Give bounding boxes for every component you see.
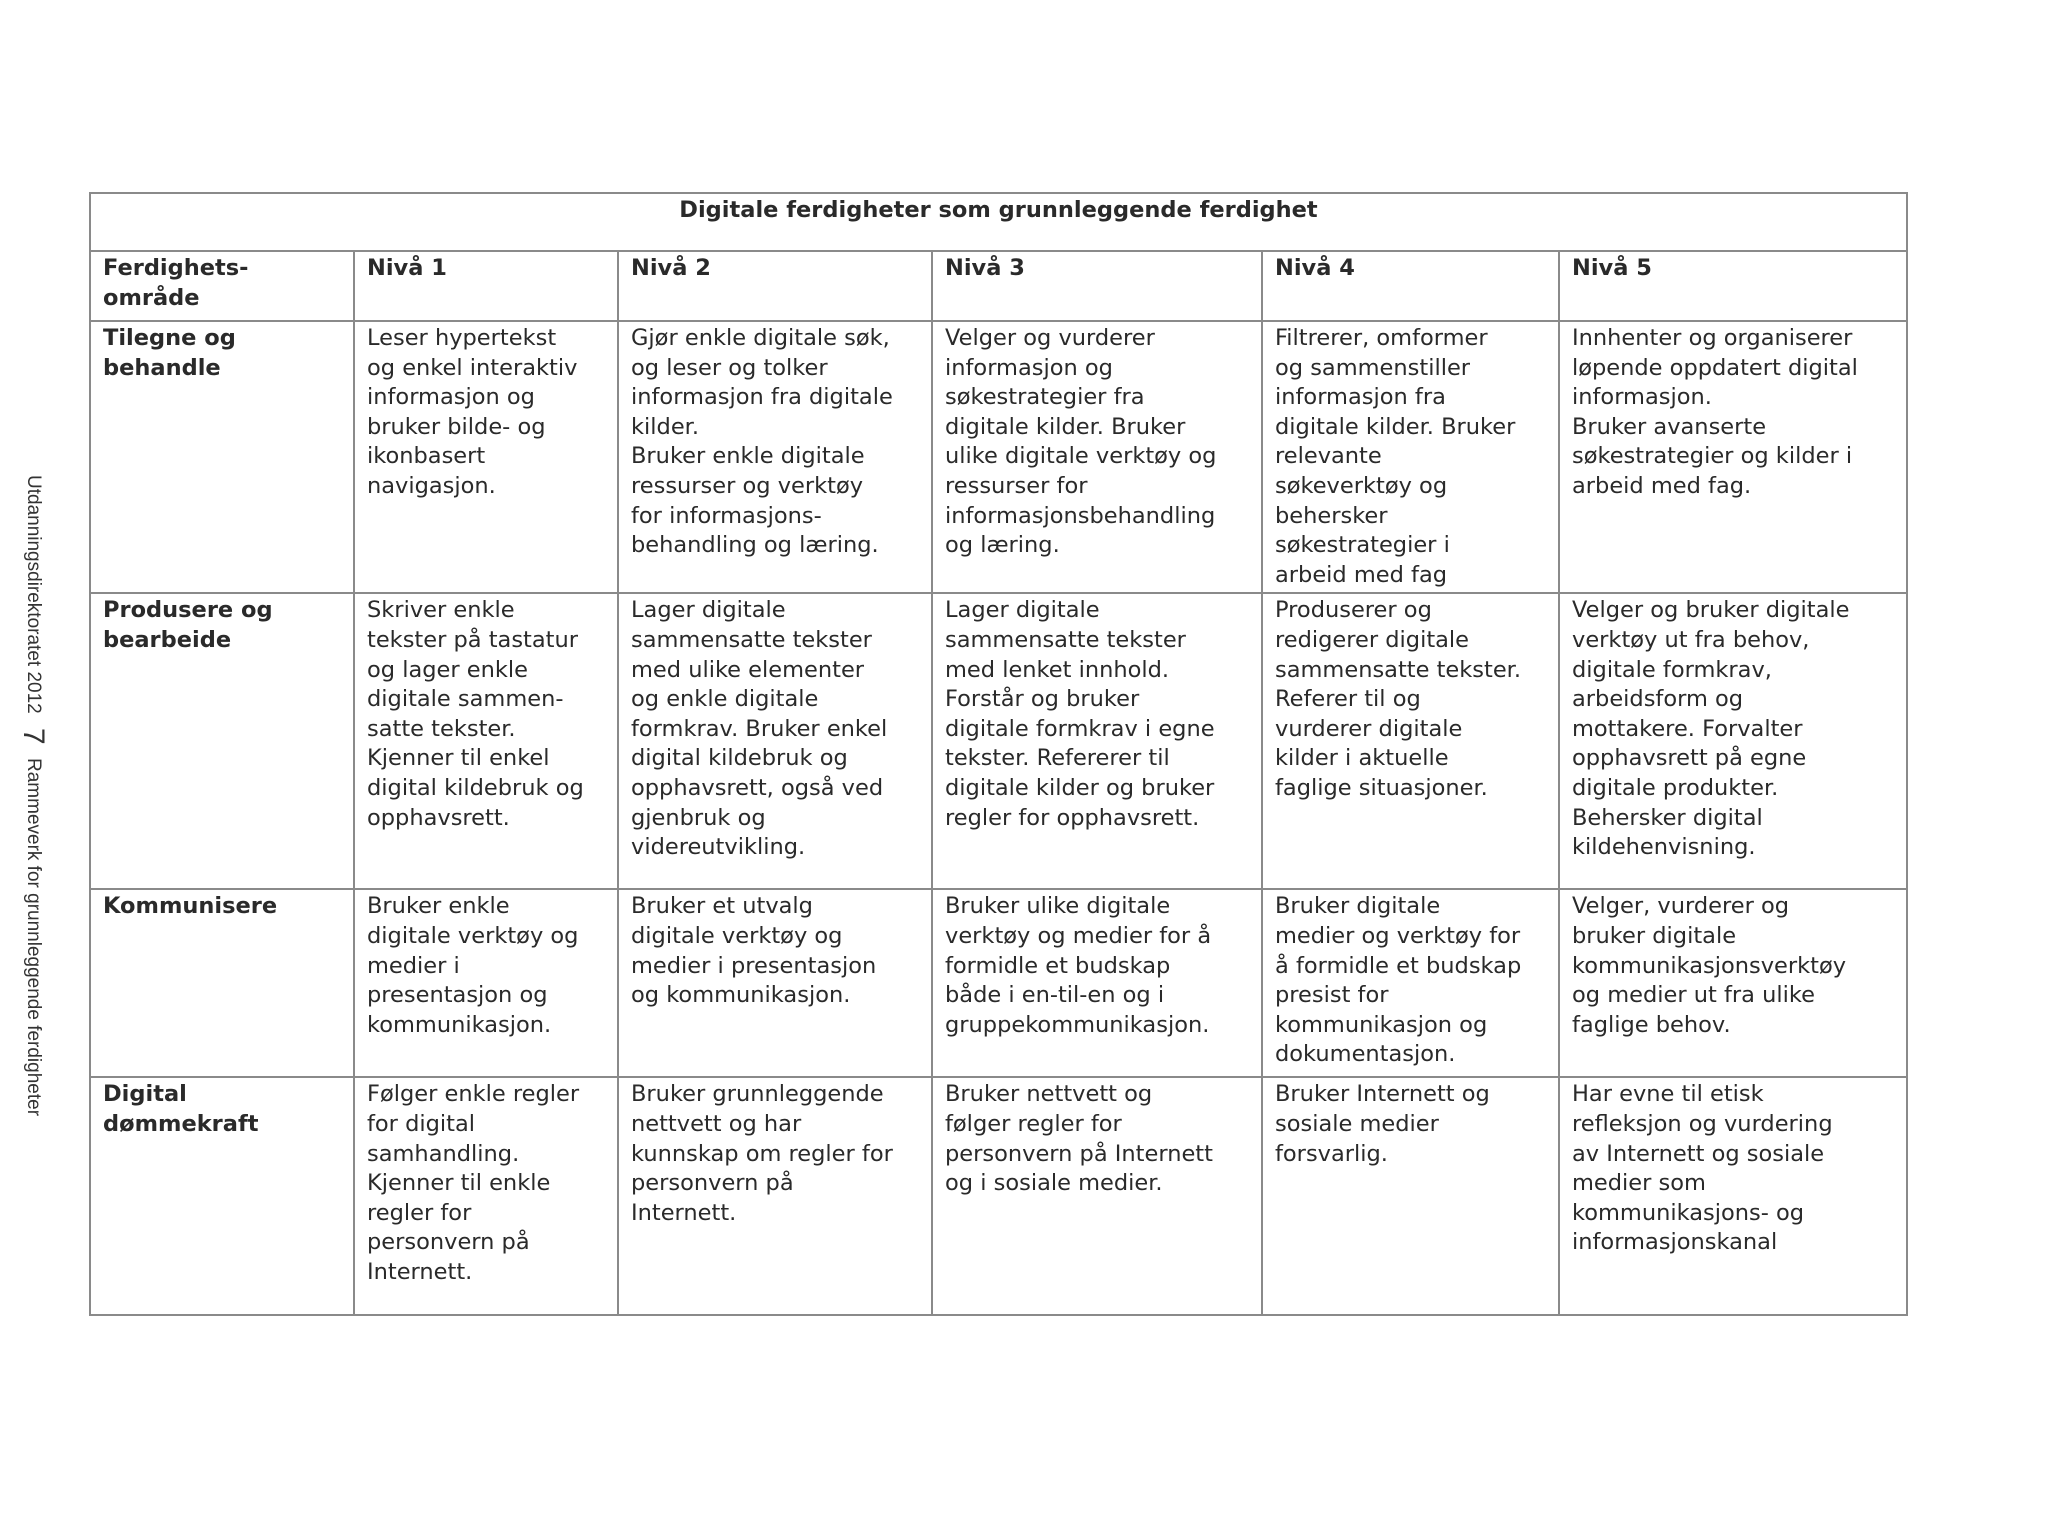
table-cell: Filtrerer, omformer og sammenstiller informasjon fra digitale kilder. Bruker relevante søkeverktøy og behersker søkestrategier i arbeid med fag [1262,321,1559,593]
publisher-label: Utdanningsdirektoratet 2012 [23,475,44,714]
table-cell: Lager digitale sammensatte tekster med lenket innhold. Forstår og bruker digitale formkrav i egne tekster. Refererer til digitale kilder og bruker regler for opphavsrett. [932,593,1262,889]
document-title: Rammeverk for grunnleggende ferdigheter [23,758,44,1117]
table-row [90,593,1907,889]
table-cell: Bruker enkle digitale verktøy og medier i presentasjon og kommunikasjon. [354,889,618,1077]
table-row [90,321,1907,593]
table-cell: Skriver enkle tekster på tastatur og lager enkle digitale sammen- satte tekster. Kjenner til enkel digital kildebruk og opphavsrett. [354,593,618,889]
table-title: Digitale ferdigheter som grunnleggende ferdighet [90,193,1907,251]
column-header: Nivå 1 [354,251,618,321]
table-cell: Velger, vurderer og bruker digitale kommunikasjonsverktøy og medier ut fra ulike faglige behov. [1559,889,1907,1077]
table-cell: Leser hypertekst og enkel interaktiv informasjon og bruker bilde- og ikonbasert navigasjon. [354,321,618,593]
row-header: Kommunisere [90,889,354,1077]
table-cell: Bruker nettvett og følger regler for personvern på Internett og i sosiale medier. [932,1077,1262,1315]
table-cell: Innhenter og organiserer løpende oppdatert digital informasjon. Bruker avanserte søkestrategier og kilder i arbeid med fag. [1559,321,1907,593]
table-row [90,1077,1907,1315]
table-cell: Lager digitale sammensatte tekster med ulike elementer og enkle digitale formkrav. Bruker enkel digital kildebruk og opphavsrett, også ved gjenbruk og videreutvikling. [618,593,932,889]
table-cell: Bruker Internett og sosiale medier forsvarlig. [1262,1077,1559,1315]
table-cell: Velger og vurderer informasjon og søkestrategier fra digitale kilder. Bruker ulike digitale verktøy og ressurser for informasjonsbehandling og læring. [932,321,1262,593]
table-cell: Har evne til etisk refleksjon og vurdering av Internett og sosiale medier som kommunikasjons- og informasjonskanal [1559,1077,1907,1315]
column-header: Nivå 3 [932,251,1262,321]
column-header: Nivå 2 [618,251,932,321]
header-row [90,251,1907,321]
table-row [90,889,1907,1077]
table-cell: Følger enkle regler for digital samhandling. Kjenner til enkle regler for personvern på Internett. [354,1077,618,1315]
table-cell: Bruker ulike digitale verktøy og medier for å formidle et budskap både i en-til-en og i gruppekommunikasjon. [932,889,1262,1077]
column-header: Nivå 5 [1559,251,1907,321]
row-header: Tilegne og behandle [90,321,354,593]
table-cell: Bruker digitale medier og verktøy for å formidle et budskap presist for kommunikasjon og dokumentasjon. [1262,889,1559,1077]
table-cell: Bruker et utvalg digitale verktøy og medier i presentasjon og kommunikasjon. [618,889,932,1077]
column-header: Ferdighets- område [90,251,354,321]
table-cell: Produserer og redigerer digitale sammensatte tekster. Referer til og vurderer digitale kilder i aktuelle faglige situasjoner. [1262,593,1559,889]
skills-table [89,192,1908,1316]
page-side-margin [18,475,48,1295]
table-cell: Gjør enkle digitale søk, og leser og tolker informasjon fra digitale kilder. Bruker enkle digitale ressurser og verktøy for informasjons- behandling og læring. [618,321,932,593]
table-cell: Bruker grunnleggende nettvett og har kunnskap om regler for personvern på Internett. [618,1077,932,1315]
column-header: Nivå 4 [1262,251,1559,321]
page-number: 7 [17,727,50,745]
row-header: Produsere og bearbeide [90,593,354,889]
table-cell: Velger og bruker digitale verktøy ut fra behov, digitale formkrav, arbeidsform og mottakere. Forvalter opphavsrett på egne digitale produkter. Behersker digital kildehenvisning. [1559,593,1907,889]
row-header: Digital dømmekraft [90,1077,354,1315]
